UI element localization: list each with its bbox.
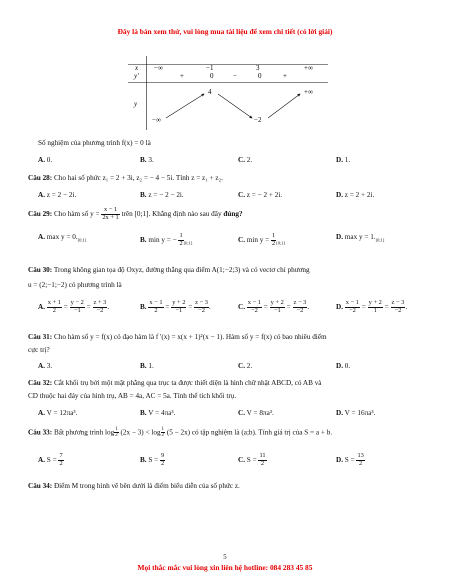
q33-opt-b: B. S = $\frac{9}{2}$ (140, 452, 165, 467)
q32-stem-2: CD thuộc hai đáy của hình trụ, AB = 4a, AC = 5a. Tính thể tích khối trụ. (28, 392, 237, 400)
q30-opt-d: D. $\frac{x - 1}{-2}$ = $\frac{y + 2}{1}$ = $\frac{z - 3}{-2}$ . (336, 299, 408, 314)
q31-opt-a: A. 3. (38, 362, 53, 370)
yp-sign-0: + (180, 72, 184, 80)
q29-opt-d: D. $\max y = 1._{[0;1]}$ (336, 233, 385, 243)
q28-opt-c: C. z = − 2 + 2i. (238, 191, 283, 199)
q28-opt-a: A. z = 2 − 2i. (38, 191, 77, 199)
q29-opt-b: B. min y = − $\frac{1}{2}$ $_{[0;1]}$ (140, 232, 193, 247)
q34-stem: Câu 34: Điểm M trong hình vẽ bên dưới là điểm biểu diễn của số phức z. (28, 482, 240, 490)
x-val-3: +∞ (304, 64, 313, 72)
q30-opt-c: C. $\frac{x - 1}{-2}$ = $\frac{y + 2}{-1}$ = $\frac{z - 3}{-2}$ . (238, 299, 310, 314)
q33-opt-c: C. S = $\frac{11}{2}$ (238, 452, 266, 467)
row-label-yp: y' (134, 72, 139, 80)
arrow-down (218, 94, 252, 118)
page-number: 5 (223, 554, 227, 561)
arrow-up-2 (268, 94, 300, 118)
y-val-1: 4 (208, 88, 212, 96)
q27-opt-d: D. 1. (336, 156, 351, 164)
y-val-0: −∞ (152, 116, 161, 124)
q28-opt-d: D. z = 2 + 2i. (336, 191, 375, 199)
q33-stem: Câu 33: Bất phương trình log $\frac{1}{2}$ (2x − 3) < log $\frac{1}{2}$ (5 − 2x) có tập nghiệm là (a;b). Tính giá trị của S = a + b. (28, 427, 333, 439)
q30-opt-a: A. $\frac{x + 1}{2}$ = $\frac{y - 2}{-1}$ = $\frac{z + 3}{-2}$ . (38, 299, 110, 314)
q32-opt-c: C. V = 8πa³. (238, 409, 274, 417)
yp-sign-3: 0 (258, 72, 262, 80)
q32-opt-a: A. V = 12πa³. (38, 409, 78, 417)
row-label-x: x (135, 64, 139, 72)
q32-opt-d: D. V = 16πa³. (336, 409, 376, 417)
arrow-up-1 (166, 94, 204, 118)
x-val-2: 3 (256, 64, 260, 72)
q28-opt-b: B. z = − 2 − 2i. (140, 191, 184, 199)
variation-table (128, 56, 328, 130)
q31-opt-c: C. 2. (238, 362, 253, 370)
x-val-0: −∞ (154, 64, 163, 72)
row-label-y: y (134, 100, 138, 108)
q31-opt-d: D. 0. (336, 362, 351, 370)
yp-sign-2: − (233, 72, 237, 80)
q33-opt-a: A. S = $\frac{7}{2}$ (38, 452, 63, 467)
yp-sign-1: 0 (210, 72, 214, 80)
q29-opt-a: A. $\max y = 0._{[0;1]}$ (38, 233, 87, 243)
q27-stem: Số nghiệm của phương trình f(x) = 0 là (38, 139, 151, 147)
y-val-3: +∞ (304, 88, 313, 96)
q29-opt-c: C. min y = $\frac{1}{2}$ $_{[0;1]}$ (238, 232, 285, 247)
q32-stem: Câu 32: Cắt khối trụ bởi một mặt phẳng qua trục ta được thiết diện là hình chữ nhật ABCD, có AB và (28, 379, 322, 387)
preview-banner: Đây là bản xem thử, vui lòng mua tài liệu để xem chi tiết (có lời giải) (117, 27, 333, 36)
q27-opt-c: C. 2. (238, 156, 253, 164)
yp-sign-4: + (283, 72, 287, 80)
q30-opt-b: B. $\frac{x - 1}{2}$ = $\frac{y + 2}{-1}$ = $\frac{z - 3}{-2}$ . (140, 299, 211, 314)
q27-opt-b: B. 3. (140, 156, 154, 164)
q29-stem: Câu 29: Cho hàm số y = $\frac{x - 1}{2x + 1}$ trên [0;1]. Khẳng định nào sau đây đúng? (28, 206, 243, 221)
q32-opt-b: B. V = 4πa³. (140, 409, 176, 417)
q33-opt-d: D. S = $\frac{13}{2}$ (336, 452, 364, 467)
q31-stem-2: cực trị? (28, 346, 50, 354)
q31-stem: Câu 31: Cho hàm số y = f(x) có đạo hàm là f '(x) = x(x + 1)²(x − 1). Hàm số y = f(x) có bao nhiêu điểm (28, 333, 327, 341)
q30-stem: Câu 30: Trong không gian tọa độ Oxyz, đường thẳng qua điểm A(1;−2;3) và có vectơ chỉ phương (28, 266, 310, 274)
hotline-banner: Mọi thắc mắc vui lòng xin liên hệ hotline: 084 283 45 85 (137, 563, 313, 572)
q28-stem: Câu 28: Cho hai số phức z₁ = 2 + 3i, z₂ = − 4 − 5i. Tính z = z₁ + z₂. (28, 174, 223, 182)
y-val-2: −2 (254, 116, 262, 124)
q30-stem-2: u = (2;−1;−2) có phương trình là (28, 281, 122, 289)
q27-opt-a: A. 0. (38, 156, 53, 164)
x-val-1: −1 (206, 64, 214, 72)
q31-opt-b: B. 1. (140, 362, 154, 370)
